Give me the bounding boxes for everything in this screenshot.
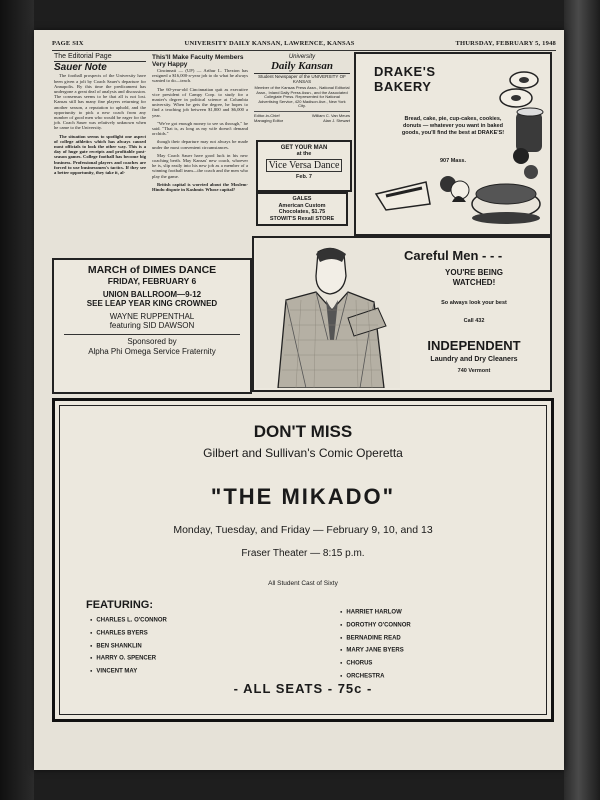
cast-member: ● CHARLES BYERS <box>90 627 167 640</box>
ad-band: WAYNE RUPPENTHAL <box>109 312 195 321</box>
cast-member: ● CHARLES L. O'CONNOR <box>90 614 167 627</box>
news-paragraph: British capital is worried about the Moslem-Hindu dispute in Kashmir. Whose capital? <box>152 181 248 193</box>
baked-goods-illustration <box>356 54 550 234</box>
ad-line: SEE LEAP YEAR KING CROWNED <box>86 299 218 308</box>
ad-title: MARCH of DIMES DANCE <box>87 264 217 276</box>
cast-member: ● HARRY O. SPENCER <box>90 652 167 665</box>
news-paragraph: Cincinnati — (UP) — Arthur L. Thexton has resigned a $16,000-a-year job to do what he always wanted to do—teach. <box>152 68 248 84</box>
mikado-inner-border <box>59 405 547 715</box>
man-in-suit-illustration <box>256 240 400 388</box>
mikado-cast-note: All Student Cast of Sixty <box>268 580 338 587</box>
cast-member: ● ORCHESTRA <box>340 670 411 683</box>
film-right-edge <box>564 0 600 800</box>
masthead-subtitle: Student Newspaper of the UNIVERSITY OF KANSAS <box>258 74 346 84</box>
ad-line: GET YOUR MAN <box>280 145 328 151</box>
drakes-address: 907 Mass. <box>440 158 466 164</box>
news-paragraph: The 60-year-old Cincinnatian quit as executive vice president of Campy Corp. to study for a master's degree in political science at Columbia university. When he gets the degree, he hopes to find a teaching job between $1,800 and $6,000 a year. <box>152 86 248 118</box>
cast-member: ● DOROTHY O'CONNOR <box>340 619 411 632</box>
cast-member: ● CHORUS <box>340 657 411 670</box>
cast-member: ● MARY JANE BYERS <box>340 644 411 657</box>
mikado-featuring: FEATURING: <box>86 599 154 611</box>
ad-date: Feb. 7 <box>296 174 312 180</box>
page-date: THURSDAY, FEBRUARY 5, 1948 <box>455 40 556 47</box>
masthead-title: Daily Kansan <box>254 60 350 74</box>
editorial-tag: The Editorial Page <box>54 54 146 62</box>
staff-name: Alan J. Stewart <box>323 117 350 123</box>
ad-line: Chocolates, $1.75 <box>278 209 326 215</box>
ad-line: So always look your best <box>441 300 507 306</box>
ad-headline: Careful Men - - - <box>404 248 503 263</box>
ad-business-type: Laundry and Dry Cleaners <box>430 356 518 363</box>
tagline-line: WATCHED! <box>452 278 496 287</box>
cast-member: ● BEN SHANKLIN <box>90 640 167 653</box>
editorial-paragraph: The football prospects of the University have been given a jolt by Coach Sauer's departure for Annapolis. By this time the predicament has undergone a great deal of analysis and discussion. The consensus seems to be that all is not lost. Kansas still has many fine players returning for another season, a reputation to uphold, and the opportunity to pick a new coach from any number of good men who would be eager for the job. Coach Sauer was relatively unknown when he came to the University. <box>54 73 146 131</box>
mikado-title: "THE MIKADO" <box>210 484 396 509</box>
mikado-seats-price: - ALL SEATS - 75c - <box>233 681 373 696</box>
masthead <box>254 54 350 138</box>
masthead-staff <box>254 111 350 118</box>
drakes-title-line: DRAKE'S <box>374 64 436 79</box>
ad-date: FRIDAY, FEBRUARY 6 <box>107 276 197 286</box>
editorial-column <box>54 54 146 178</box>
gales-ad <box>256 192 348 226</box>
vice-versa-ad <box>256 140 352 192</box>
ad-sponsor <box>64 334 240 357</box>
mikado-ad <box>52 398 554 722</box>
ad-line: at the <box>296 151 312 157</box>
mikado-sub: Gilbert and Sullivan's Comic Operetta <box>203 446 403 460</box>
drakes-bakery-ad <box>354 52 552 236</box>
cast-list-right <box>340 606 411 683</box>
news-paragraph: May Coach Sauer have good luck in his new coaching berth. May Kansas' new coach, whoever he is, slip easily into his new job as a member of a winning football team—the coach and the men who play the game. <box>152 152 248 179</box>
cast-list-left <box>90 614 167 678</box>
ad-place: UNION BALLROOM—9-12 <box>102 290 202 299</box>
ad-line: American Custom <box>278 202 326 209</box>
news-paragraph: "We've got enough money to see us through," he said. "That is, as long as my wife doesn't demand orchids." <box>152 120 248 137</box>
ad-phone: Call 432 <box>463 318 485 324</box>
ad-line: STOWIT'S Rexall STORE <box>269 215 335 222</box>
tagline-line: YOU'RE BEING <box>445 268 503 277</box>
masthead-body: Member of the Kansas Press Assn., National Editorial Assn., Inland Daily Press Assn., and the Associated Collegiate Press. Represented for National Advertising Service, 420 Madison Ave., New York City. <box>254 85 350 109</box>
masthead-small: University <box>288 54 316 60</box>
drakes-title-line: BAKERY <box>374 79 432 94</box>
ad-event: Vice Versa Dance <box>266 159 342 172</box>
editorial-paragraph: The situation seems to spotlight one aspect of college athletics which has always caused most officials to look the other way. This is a day of huge gate receipts and profitable post-season games. College football has become big business. Professional players and coaches are forced to use businessmen's tactics. If they see a better opportunity, they take it, al- <box>54 133 146 176</box>
cast-member: ● BERNADINE READ <box>340 632 411 645</box>
ad-tagline <box>404 268 544 288</box>
sponsor-line: Sponsored by <box>127 337 177 346</box>
header-rule <box>52 50 556 51</box>
staff-role: Editor-in-Chief <box>254 112 280 118</box>
ad-business-name: INDEPENDENT <box>427 338 521 353</box>
mikado-dates: Monday, Tuesday, and Friday — February 9, 10, and 13 <box>173 524 433 536</box>
page-header <box>52 40 556 47</box>
ad-line: GALES <box>292 196 312 202</box>
cast-member: ● VINCENT MAY <box>90 665 167 678</box>
independent-cleaners-ad <box>252 236 552 392</box>
ad-address: 740 Vermont <box>457 368 491 374</box>
news-paragraph: though their departure may not always be made under the most convenient circumstances. <box>152 139 248 150</box>
masthead-staff <box>254 118 350 123</box>
page-number: PAGE SIX <box>52 40 84 47</box>
paper-name: UNIVERSITY DAILY KANSAN, LAWRENCE, KANSAS <box>184 40 355 47</box>
mikado-headline: DON'T MISS <box>253 422 353 441</box>
sponsor-line: Alpha Phi Omega Service Fraternity <box>88 347 216 356</box>
mikado-venue: Fraser Theater — 8:15 p.m. <box>241 548 365 559</box>
news-column <box>152 54 248 195</box>
staff-role: Managing Editor <box>254 117 284 123</box>
editorial-title: Sauer Note <box>54 62 107 74</box>
ad-featuring: featuring SID DAWSON <box>109 321 195 330</box>
staff-name: William C. Van Meurs <box>311 112 350 118</box>
cast-member: ● HARRIET HARLOW <box>340 606 411 619</box>
news-headline: This'll Make Faculty Members Very Happy <box>152 54 244 68</box>
film-left-edge <box>0 0 34 800</box>
newspaper-page <box>34 30 564 770</box>
drakes-body: Bread, cake, pie, cup-cakes, cookies, donuts — whatever you want in baked goods, you'll find the best at DRAKE'S! <box>401 116 505 136</box>
march-of-dimes-ad <box>52 258 252 394</box>
